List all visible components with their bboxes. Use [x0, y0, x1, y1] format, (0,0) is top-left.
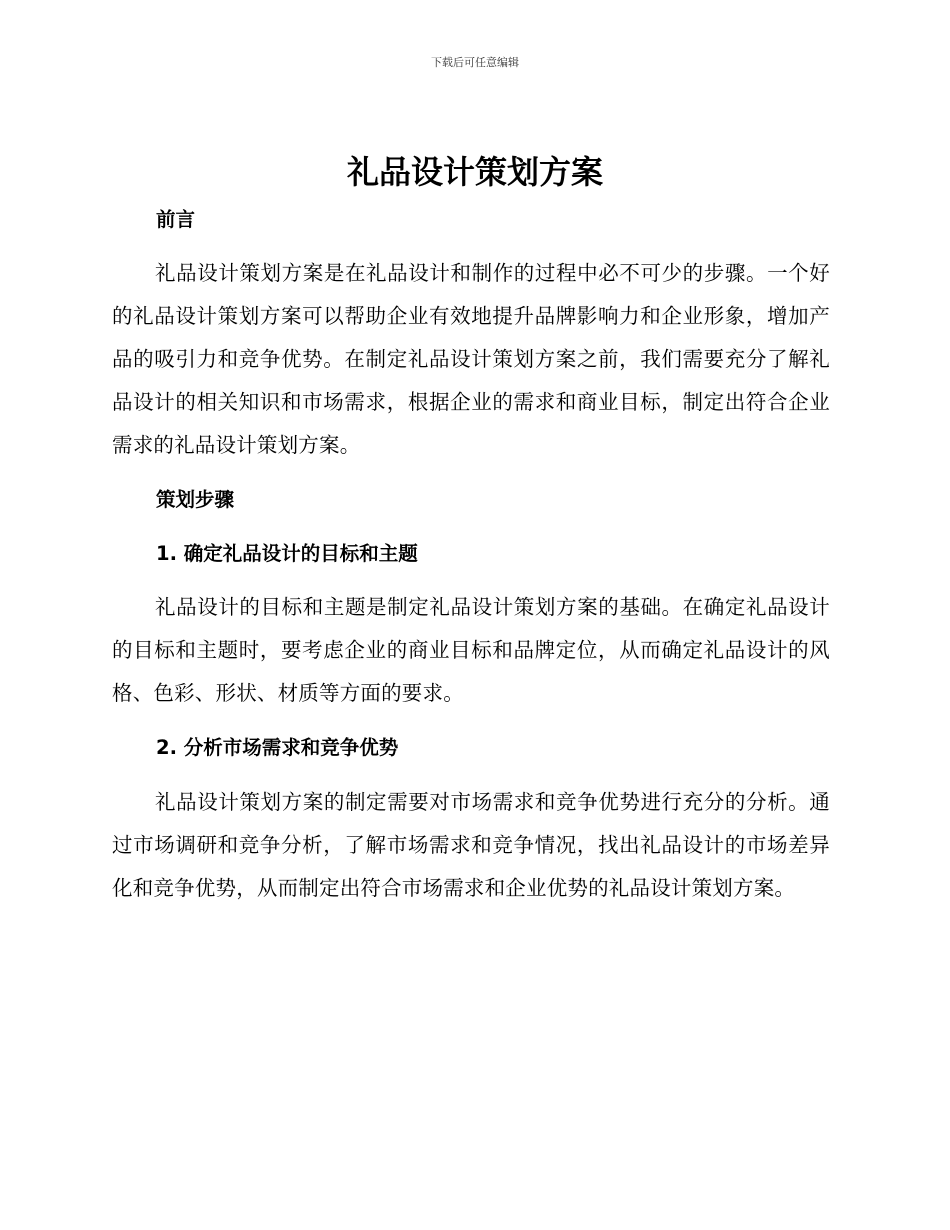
- section-heading-preface: 前言: [156, 208, 196, 231]
- step-1-heading: 1. 确定礼品设计的目标和主题: [156, 542, 418, 565]
- step-2-heading: 2. 分析市场需求和竞争优势: [156, 736, 399, 759]
- document-title: 礼品设计策划方案: [346, 153, 603, 191]
- preface-paragraph: 礼品设计策划方案是在礼品设计和制作的过程中必不可少的步骤。一个好的礼品设计策划方案可以帮助企业有效地提升品牌影响力和企业形象，增加产品的吸引力和竞争优势。在制定礼品设计策划方案之前，我们需要充分了解礼品设计的相关知识和市场需求，根据企业的需求和商业目标，制定出符合企业需求的礼品设计策划方案。: [112, 261, 830, 457]
- step-1-paragraph: 礼品设计的目标和主题是制定礼品设计策划方案的基础。在确定礼品设计的目标和主题时，要考虑企业的商业目标和品牌定位，从而确定礼品设计的风格、色彩、形状、材质等方面的要求。: [112, 595, 830, 705]
- page-header-note: 下载后可任意编辑: [431, 56, 519, 69]
- step-2-paragraph: 礼品设计策划方案的制定需要对市场需求和竞争优势进行充分的分析。通过市场调研和竞争分析，了解市场需求和竞争情况，找出礼品设计的市场差异化和竞争优势，从而制定出符合市场需求和企业优势的礼品设计策划方案。: [112, 790, 830, 900]
- section-heading-steps: 策划步骤: [156, 488, 235, 511]
